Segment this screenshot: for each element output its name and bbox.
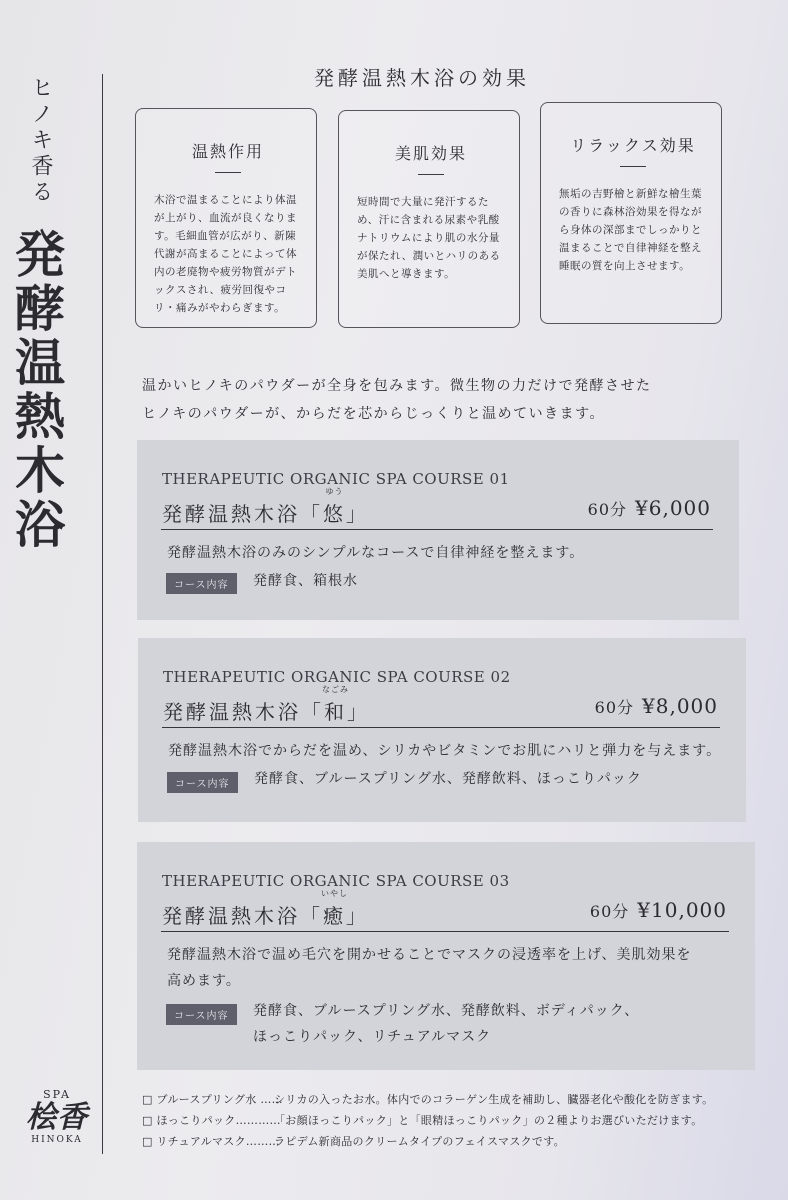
course-code: THERAPEUTIC ORGANIC SPA COURSE 01 — [162, 470, 510, 488]
course-name-prefix: 発酵温熱木浴「 — [162, 502, 323, 526]
course-contents-tag: コース内容 — [167, 772, 238, 793]
course-name-suffix: 」 — [346, 502, 369, 526]
course-name-suffix: 」 — [346, 904, 369, 928]
effects-title: 発酵温熱木浴の効果 — [314, 66, 530, 90]
description-line: 発酵温熱木浴で温め毛穴を開かせることでマスクの浸透率を上げ、美肌効果を — [167, 947, 692, 963]
footnote-label: □ リチュアルマスク……… — [142, 1135, 280, 1148]
course-name — [162, 487, 369, 527]
course-name-kanji — [322, 685, 349, 725]
course-card-03 — [137, 842, 755, 1070]
effect-card-relax — [540, 102, 722, 324]
footnote-text: シリカの入ったお水。体内でのコラーゲン生成を補助し、臓器老化や酸化を防ぎます。 — [274, 1093, 714, 1106]
title-rule — [418, 174, 444, 175]
course-price-value: ¥8,000 — [642, 694, 718, 718]
effect-card-title: 美肌効果 — [394, 144, 467, 163]
course-duration: 60分 — [589, 902, 630, 921]
course-name-kanji — [321, 889, 348, 929]
course-description — [167, 942, 735, 994]
course-price — [590, 898, 727, 922]
spa-logo — [22, 1088, 92, 1145]
course-price — [588, 496, 711, 520]
footnote-text: ラピデム新商品のクリームタイプのフェイスマスクです。 — [274, 1135, 565, 1148]
logo-mark: 桧香 — [26, 1100, 88, 1135]
footnote-label: □ ブルースプリング水 …… — [142, 1093, 283, 1106]
contents-line: ほっこりパック、リチュアルマスク — [253, 1029, 492, 1045]
title-rule — [215, 172, 241, 173]
course-price-value: ¥6,000 — [635, 496, 711, 520]
vertical-divider — [102, 74, 103, 1154]
ruby-reading: いやし — [321, 889, 348, 898]
intro-line: ヒノキのパウダーが、からだを芯からじっくりと温めていきます。 — [142, 406, 606, 422]
intro-line: 温かいヒノキのパウダーが全身を包みます。微生物の力だけで発酵させた — [142, 378, 652, 394]
course-contents-tag: コース内容 — [166, 573, 237, 594]
footnote-label: □ ほっこりパック………… — [142, 1114, 281, 1127]
footnote-row — [142, 1131, 772, 1152]
course-rule — [161, 931, 729, 932]
menu-title: 発酵温熱木浴 — [7, 228, 66, 552]
course-rule — [162, 727, 720, 728]
course-contents — [253, 998, 639, 1050]
logo-spa-text: SPA — [43, 1088, 71, 1101]
kanji: 和 — [324, 700, 347, 724]
course-name-suffix: 」 — [347, 700, 370, 724]
course-name-kanji — [323, 487, 346, 527]
course-price-value: ¥10,000 — [637, 898, 727, 922]
course-description: 発酵温熱木浴のみのシンプルなコースで自律神経を整えます。 — [167, 545, 585, 561]
effect-card-title: 温熱作用 — [191, 142, 264, 161]
ruby-reading: ゆう — [325, 487, 344, 496]
description-line: 高めます。 — [167, 973, 241, 989]
course-card-02 — [138, 638, 746, 822]
contents-line: 発酵食、ブルースプリング水、発酵飲料、ボディパック、 — [253, 1003, 640, 1019]
effect-card-text: 短時間で大量に発汗するため、汗に含まれる尿素や乳酸ナトリウムにより肌の水分量が保たれ、潤いとハリのある美肌へと導きます。 — [357, 196, 501, 280]
course-price — [595, 694, 718, 718]
footnote-row — [142, 1110, 772, 1131]
intro-text — [142, 372, 752, 428]
footnote-row — [142, 1089, 772, 1110]
course-duration: 60分 — [594, 698, 635, 717]
kanji: 癒 — [323, 904, 346, 928]
course-name-prefix: 発酵温熱木浴「 — [162, 904, 323, 928]
course-card-01 — [137, 440, 739, 620]
kanji: 悠 — [323, 502, 346, 526]
effect-card-warming — [135, 108, 317, 328]
menu-subtitle: ヒノキ香る — [28, 76, 53, 206]
course-rule — [161, 529, 713, 530]
course-code: THERAPEUTIC ORGANIC SPA COURSE 03 — [162, 872, 510, 890]
course-contents: 発酵食、箱根水 — [253, 573, 358, 589]
effect-card-text: 木浴で温まることにより体温が上がり、血流が良くなります。毛細血管が広がり、新陳代謝が高まることによって体内の老廃物や疲労物質がデトックスされ、疲労回復やコリ・痛みがやわらぎます。 — [154, 194, 297, 314]
course-name — [163, 685, 370, 725]
effect-card-text: 無垢の吉野檜と新鮮な檜生葉の香りに森林浴効果を得ながら身体の深部までしっかりと温まることで自律神経を整え睡眠の質を向上させます。 — [559, 188, 702, 272]
course-name-prefix: 発酵温熱木浴「 — [163, 700, 324, 724]
course-contents-tag: コース内容 — [166, 1004, 237, 1025]
course-duration: 60分 — [587, 500, 628, 519]
logo-name: HINOKA — [31, 1135, 83, 1145]
course-contents: 発酵食、ブルースプリング水、発酵飲料、ほっこりパック — [254, 771, 642, 787]
ruby-reading: なごみ — [322, 685, 349, 694]
effect-card-title: リラックス効果 — [570, 136, 696, 155]
course-code: THERAPEUTIC ORGANIC SPA COURSE 02 — [163, 668, 511, 686]
title-rule — [620, 166, 646, 167]
footnote-text: 「お顔ほっこりパック」と「眼精ほっこりパック」の２種よりお選びいただけます。 — [274, 1114, 703, 1127]
course-description: 発酵温熱木浴でからだを温め、シリカやビタミンでお肌にハリと弾力を与えます。 — [168, 743, 722, 759]
footnotes — [142, 1089, 772, 1152]
effect-card-beauty — [338, 110, 520, 328]
course-name — [162, 889, 369, 929]
